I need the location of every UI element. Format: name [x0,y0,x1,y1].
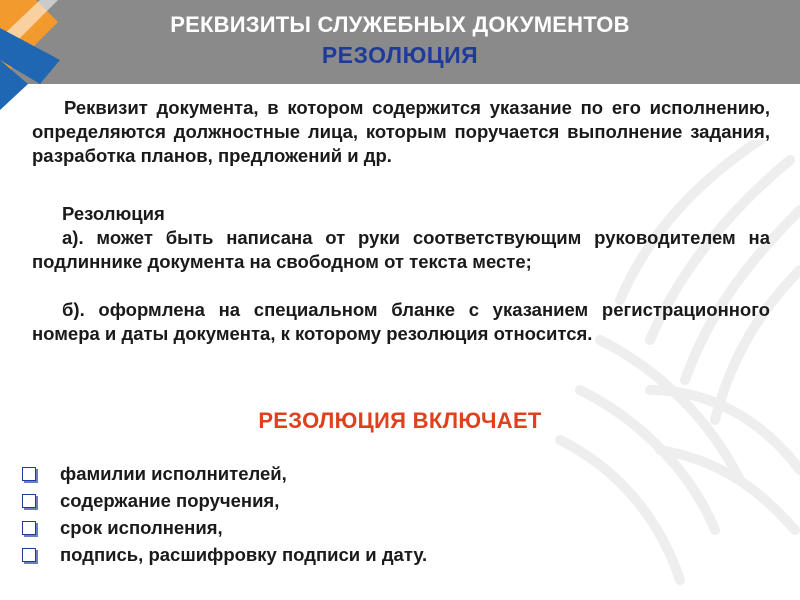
list-item-text: срок исполнения, [60,516,223,538]
checkbox-bullet-icon [22,521,36,535]
checkbox-bullet-icon [22,548,36,562]
resolution-item-a: а). может быть написана от руки соответствующим руководителем на подлиннике документа на свободном от текста месте; [32,227,770,272]
checkbox-bullet-icon [22,494,36,508]
intro-paragraph: Реквизит документа, в котором содержится указание по его исполнению, определяются должностные лица, которым поручается выполнение задания, разработка планов, предложений и др. [32,97,770,166]
list-item [22,460,722,487]
list-item [22,487,722,514]
list-item [22,514,722,541]
includes-heading: РЕЗОЛЮЦИЯ ВКЛЮЧАЕТ [258,408,542,433]
includes-list [22,460,722,568]
resolution-label: Резолюция [62,203,165,224]
header-subtitle: РЕЗОЛЮЦИЯ [321,42,479,68]
header-title: РЕКВИЗИТЫ СЛУЖЕБНЫХ ДОКУМЕНТОВ [170,12,630,37]
checkbox-bullet-icon [22,467,36,481]
header-band [0,0,800,84]
resolution-item-b: б). оформлена на специальном бланке с указанием регистрационного номера и даты документа, к которому резолюция относится. [32,299,770,344]
list-item-text: подпись, расшифровку подписи и дату. [60,543,428,565]
list-item-text: фамилии исполнителей, [60,462,287,484]
list-item [22,541,722,568]
list-item-text: содержание поручения, [60,489,280,511]
